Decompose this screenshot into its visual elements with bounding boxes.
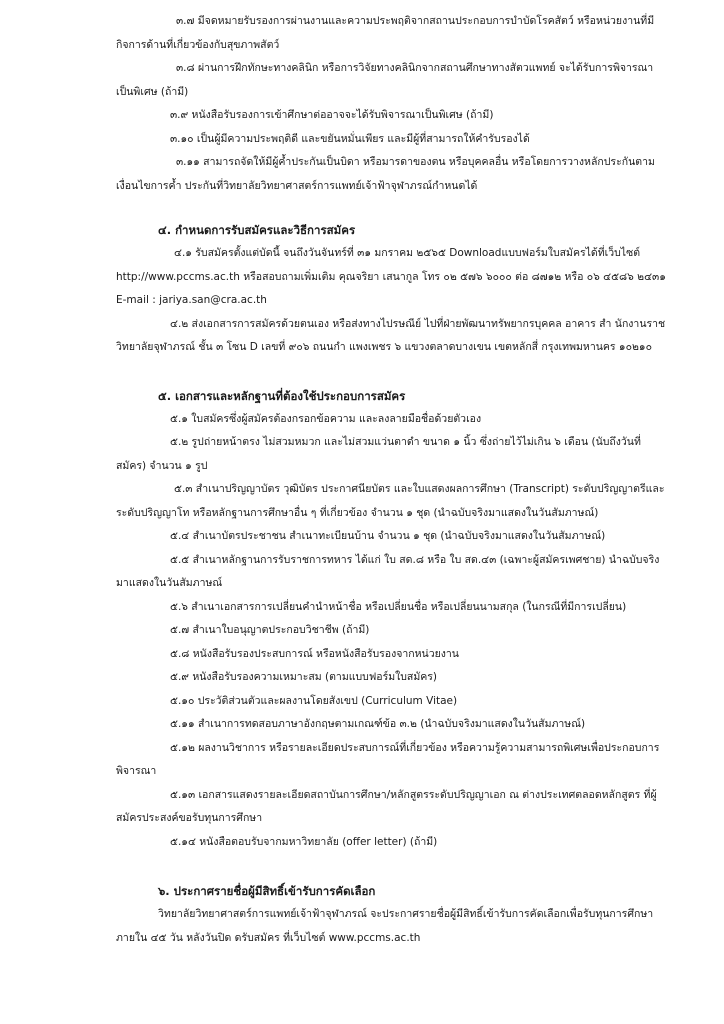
list-item-4-1: ๔.๑ รับสมัครตั้งแต่บัดนี้ จนถึงวันจันทร์ที่ ๓๑ มกราคม ๒๕๖๕ Downloadแบบฟอร์มใบสมัครได้ที่เว็บไซต์ http://www.pccms.ac.th หรือสอบถามเพิ่มเติม คุณจริยา เสนากูล โทร ๐๒ ๕๗๖ ๖๐๐๐ ต่อ ๘๗๑๒ หรือ ๐๖ ๔๕๘๖ ๒๔๓๑ E-mail : jariya.san@cra.ac.th <box>116 247 666 306</box>
list-item-3-11: ๓.๑๑ สามารถจัดให้มีผู้ค้ำประกันเป็นบิดา หรือมารดาของตน หรือบุคคลอื่น หรือโดยการวางหลักประกันตามเงื่อนไขการค้ำ ประกันที่วิทยาลัยวิทยาศาสตร์การแพทย์เจ้าฟ้าจุฬาภรณ์กำหนดได้ <box>116 156 655 192</box>
list-item-5-9: ๕.๙ หนังสือรับรองความเหมาะสม (ตามแบบฟอร์มใบสมัคร) <box>170 671 438 683</box>
list-item-3-10: ๓.๑๐ เป็นผู้มีความประพฤติดี และขยันหมั่นเพียร และมีผู้ที่สามารถให้คำรับรองได้ <box>170 132 530 145</box>
list-item-5-1: ๕.๑ ใบสมัครซึ่งผู้สมัครต้องกรอกข้อความ และลงลายมือชื่อด้วยตัวเอง <box>170 412 482 425</box>
list-item-3-8: ๓.๘ ผ่านการฝึกทักษะทางคลินิก หรือการวิจัยทางคลินิกจากสถานศึกษาทางสัตวแพทย์ จะได้รับการพิจารณาเป็นพิเศษ (ถ้ามี) <box>116 62 654 98</box>
list-item-5-7: ๕.๗ สำเนาใบอนุญาตประกอบวิชาชีพ (ถ้ามี) <box>170 624 370 636</box>
section-5-heading: ๕. เอกสารและหลักฐานที่ต้องใช้ประกอบการสมัคร <box>158 388 406 403</box>
list-item-5-10: ๕.๑๐ ประวัติส่วนตัวและผลงานโดยสังเขป (Curriculum Vitae) <box>170 694 458 707</box>
list-item-5-13: ๕.๑๓ เอกสารแสดงรายละเอียดสถาบันการศึกษา/หลักสูตรระดับปริญญาเอก ณ ต่างประเทศตลอดหลักสูตร ที่ผู้สมัครประสงค์ขอรับทุนการศึกษา <box>116 788 657 824</box>
list-item-5-14: ๕.๑๔ หนังสือตอบรับจากมหาวิทยาลัย (offer letter) (ถ้ามี) <box>170 835 438 848</box>
list-item-3-7: ๓.๗ มีจดหมายรับรองการผ่านงานและความประพฤติจากสถานประกอบการบำบัดโรคสัตว์ หรือหน่วยงานที่มีกิจการด้านที่เกี่ยวข้องกับสุขภาพสัตว์ <box>116 15 655 51</box>
list-item-5-5: ๕.๕ สำเนาหลักฐานการรับราชการทหาร ได้แก่ ใบ สด.๘ หรือ ใบ สด.๔๓ (เฉพาะผู้สมัครเพศชาย) นำฉบับจริงมาแสดงในวันสัมภาษณ์ <box>116 553 660 589</box>
list-item-5-8: ๕.๘ หนังสือรับรองประสบการณ์ หรือหนังสือรับรองจากหน่วยงาน <box>170 647 459 660</box>
section-5 <box>116 384 666 855</box>
section-4 <box>116 218 666 360</box>
list-item-3-9: ๓.๙ หนังสือรับรองการเข้าศึกษาต่ออาจจะได้รับพิจารณาเป็นพิเศษ (ถ้ามี) <box>170 109 494 121</box>
section-4-heading: ๔. กำหนดการรับสมัครและวิธีการสมัคร <box>158 223 356 237</box>
list-item-5-12: ๕.๑๒ ผลงานวิชาการ หรือรายละเอียดประสบการณ์ที่เกี่ยวข้อง หรือความรู้ความสามารถพิเศษเพื่อประกอบการพิจารณา <box>116 741 660 777</box>
section-3-continued <box>116 10 666 198</box>
section-6-text: วิทยาลัยวิทยาศาสตร์การแพทย์เจ้าฟ้าจุฬาภรณ์ จะประกาศรายชื่อผู้มีสิทธิ์เข้ารับการคัดเลือกเพื่อรับทุนการศึกษาภายใน ๔๕ วัน หลังวันปิด ดรับสมัคร ที่เว็บไซต์ www.pccms.ac.th <box>116 908 654 944</box>
list-item-5-2: ๕.๒ รูปถ่ายหน้าตรง ไม่สวมหมวก และไม่สวมแว่นตาดำ ขนาด ๑ นิ้ว ซึ่งถ่ายไว้ไม่เกิน ๖ เดือน (นับถึงวันที่สมัคร) จำนวน ๑ รูป <box>116 436 641 472</box>
list-item-5-11: ๕.๑๑ สำเนาการทดสอบภาษาอังกฤษตามเกณฑ์ข้อ ๓.๒ (นำฉบับจริงมาแสดงในวันสัมภาษณ์) <box>170 718 586 730</box>
list-item-5-3: ๕.๓ สำเนาปริญญาบัตร วุฒิบัตร ประกาศนียบัตร และใบแสดงผลการศึกษา (Transcript) ระดับปริญญาตรีและระดับปริญญาโท หรือหลักฐานการศึกษาอื่น ๆ ที่เกี่ยวข้อง จำนวน ๑ ชุด (นำฉบับจริงมาแสดงในวันสัมภาษณ์) <box>116 483 665 519</box>
list-item-4-2: ๔.๒ ส่งเอกสารการสมัครด้วยตนเอง หรือส่งทางไปรษณีย์ ไปที่ฝ่ายพัฒนาทรัพยากรบุคคล อาคาร สำ นักงานราชวิทยาลัยจุฬาภรณ์ ชั้น ๓ โซน D เลขที่ ๙๐๖ ถนนกำ แพงเพชร ๖ แขวงตลาดบางเขน เขตหลักสี่ กรุงเทพมหานคร ๑๐๒๑๐ <box>116 317 666 353</box>
section-6 <box>116 879 666 950</box>
section-6-heading: ๖. ประกาศรายชื่อผู้มีสิทธิ์เข้ารับการคัดเลือก <box>158 884 376 898</box>
list-item-5-6: ๕.๖ สำเนาเอกสารการเปลี่ยนคำนำหน้าชื่อ หรือเปลี่ยนชื่อ หรือเปลี่ยนนามสกุล (ในกรณีที่มีการเปลี่ยน) <box>170 600 627 613</box>
list-item-5-4: ๕.๔ สำเนาบัตรประชาชน สำเนาทะเบียนบ้าน จำนวน ๑ ชุด (นำฉบับจริงมาแสดงในวันสัมภาษณ์) <box>170 530 606 542</box>
